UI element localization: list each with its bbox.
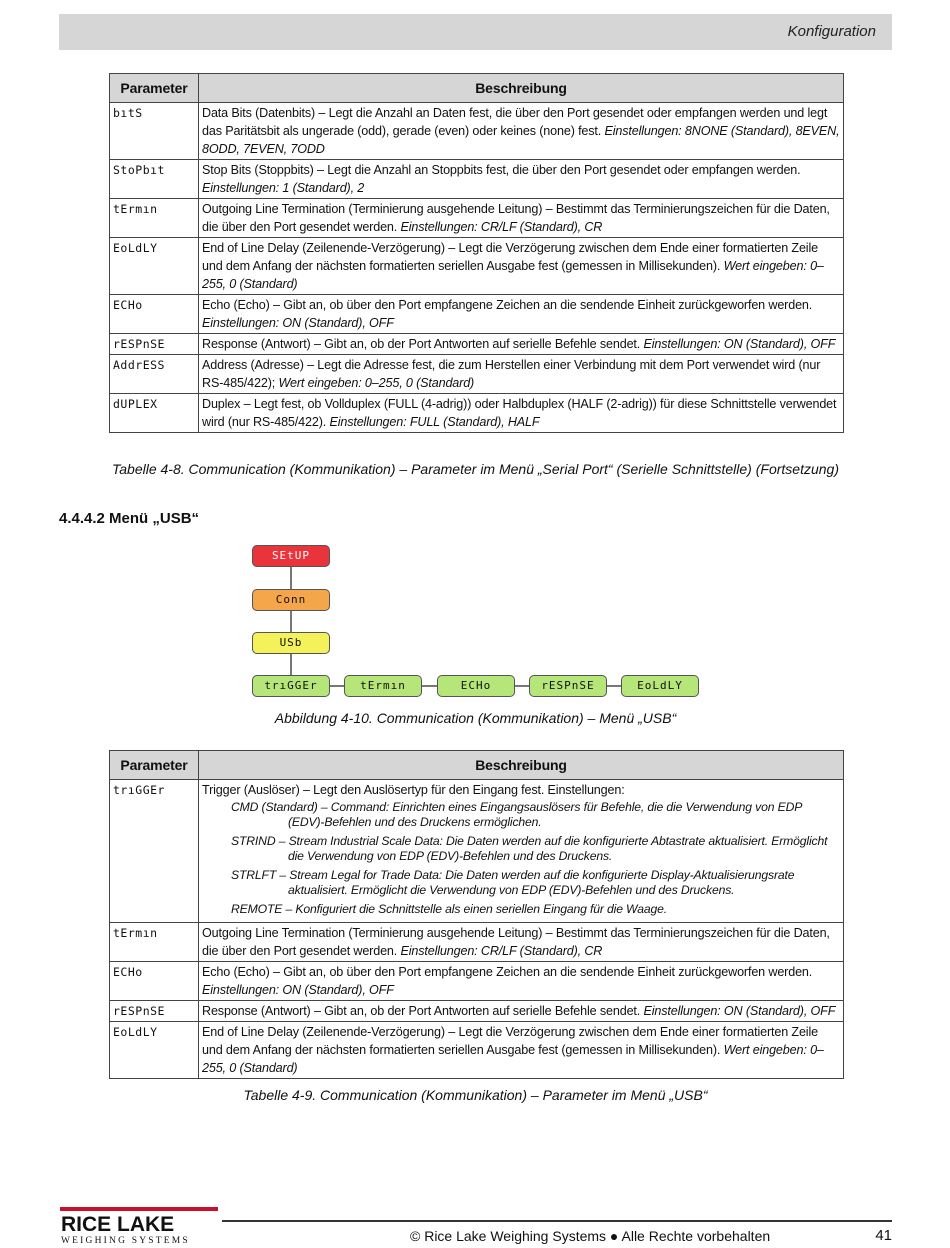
param-code: rESPnSE bbox=[110, 334, 199, 355]
table-row bbox=[110, 394, 844, 433]
table-row bbox=[110, 199, 844, 238]
param-description bbox=[199, 923, 844, 962]
parameter-table-usb bbox=[109, 750, 844, 1079]
table-header-row bbox=[110, 74, 844, 103]
connector-line bbox=[290, 566, 292, 590]
param-description bbox=[199, 334, 844, 355]
trigger-intro: Trigger (Auslöser) – Legt den Auslösertyp für den Eingang fest. Einstellungen: bbox=[202, 783, 625, 797]
param-description bbox=[199, 394, 844, 433]
description-text: Outgoing Line Termination (Terminierung ausgehende Leitung) – Bestimmt das Terminierungszeichen für die Daten, die über den Port gesendet werden. bbox=[202, 926, 830, 958]
connector-line bbox=[290, 652, 292, 676]
table-row bbox=[110, 923, 844, 962]
menu-node-termin: tErmın bbox=[344, 675, 422, 697]
footer-rule bbox=[222, 1220, 892, 1222]
header-bar bbox=[59, 14, 892, 50]
settings-label: Einstellungen: bbox=[202, 983, 280, 997]
settings-values: ON (Standard), OFF bbox=[723, 1004, 836, 1018]
table-row bbox=[110, 238, 844, 295]
description-text: Echo (Echo) – Gibt an, ob über den Port empfangene Zeichen an die sendende Einheit zurückgeworfen werden. bbox=[202, 965, 813, 979]
param-description bbox=[199, 238, 844, 295]
table-row bbox=[110, 1022, 844, 1079]
param-description bbox=[199, 1001, 844, 1022]
description-text: End of Line Delay (Zeilenende-Verzögerung) – Legt die Verzögerung zwischen dem Ende einer formatierten Zeile und dem Anfang der nächsten formatierten seriellen Ausgabe fest (gemessen in Millisekunden). bbox=[202, 241, 818, 273]
param-description bbox=[199, 160, 844, 199]
menu-node-trigger: trıGGEr bbox=[252, 675, 330, 697]
trigger-option: CMD (Standard) – Command: Einrichten eines Eingangsauslösers für Befehle, die die Verwendung von EDP (EDV)-Befehlen und des Druckens ermöglichen. bbox=[231, 800, 802, 829]
page-number: 41 bbox=[875, 1227, 892, 1244]
settings-values: ON (Standard), OFF bbox=[282, 983, 394, 997]
param-description bbox=[199, 355, 844, 394]
menu-node-conn: Conn bbox=[252, 589, 330, 611]
param-code: AddrESS bbox=[110, 355, 199, 394]
settings-values: CR/LF (Standard), CR bbox=[480, 944, 603, 958]
param-code: StoPbıt bbox=[110, 160, 199, 199]
settings-label: Einstellungen: bbox=[400, 944, 478, 958]
param-code: EoLdLY bbox=[110, 238, 199, 295]
settings-label: Wert eingeben: bbox=[723, 259, 807, 273]
description-text: Stop Bits (Stoppbits) – Legt die Anzahl an Stoppbits fest, die über den Port gesendet oder empfangen werden. bbox=[202, 163, 801, 177]
table-header-row bbox=[110, 751, 844, 780]
description-text: Data Bits (Datenbits) – Legt die Anzahl an Daten fest, die über den Port gesendet oder empfangen werden und legt das Paritätsbit als ungerade (odd), gerade (even) oder keines (none) fest. bbox=[202, 106, 828, 138]
settings-label: Einstellungen: bbox=[604, 124, 682, 138]
table-row bbox=[110, 103, 844, 160]
column-header-description: Beschreibung bbox=[199, 751, 844, 780]
param-description bbox=[199, 962, 844, 1001]
table-row bbox=[110, 160, 844, 199]
description-text: End of Line Delay (Zeilenende-Verzögerung) – Legt die Verzögerung zwischen dem Ende einer formatierten Zeile und dem Anfang der nächsten formatierten seriellen Ausgabe fest (gemessen in Millisekunden). bbox=[202, 1025, 818, 1057]
trigger-option: STRIND – Stream Industrial Scale Data: Die Daten werden auf die konfigurierte Abtastrate aktualisiert. Ermöglicht die Verwendung von EDP (EDV)-Befehlen und des Druckens. bbox=[231, 834, 828, 863]
param-description bbox=[199, 1022, 844, 1079]
settings-label: Einstellungen: bbox=[643, 1004, 721, 1018]
table-row bbox=[110, 334, 844, 355]
description-text: Response (Antwort) – Gibt an, ob der Port Antworten auf serielle Befehle sendet. bbox=[202, 337, 641, 351]
settings-label: Einstellungen: bbox=[329, 415, 407, 429]
table-row bbox=[110, 1001, 844, 1022]
param-description bbox=[199, 295, 844, 334]
table-row bbox=[110, 780, 844, 923]
param-description bbox=[199, 780, 844, 923]
param-code: ECHo bbox=[110, 295, 199, 334]
description-text: Response (Antwort) – Gibt an, ob der Port Antworten auf serielle Befehle sendet. bbox=[202, 1004, 641, 1018]
settings-values: 0–255, 0 (Standard) bbox=[202, 1043, 824, 1075]
settings-label: Wert eingeben: bbox=[278, 376, 362, 390]
column-header-parameter: Parameter bbox=[110, 751, 199, 780]
settings-values: 0–255, 0 (Standard) bbox=[364, 376, 475, 390]
settings-values: CR/LF (Standard), CR bbox=[480, 220, 603, 234]
settings-values: 8NONE (Standard), 8EVEN, 8ODD, 7EVEN, 7ODD bbox=[202, 124, 840, 156]
section-heading: 4.4.4.2 Menü „USB“ bbox=[59, 510, 200, 527]
settings-values: 1 (Standard), 2 bbox=[282, 181, 365, 195]
settings-values: ON (Standard), OFF bbox=[723, 337, 836, 351]
param-code: dUPLEX bbox=[110, 394, 199, 433]
footer-copyright: © Rice Lake Weighing Systems ● Alle Rechte vorbehalten bbox=[410, 1228, 771, 1244]
settings-label: Einstellungen: bbox=[202, 181, 280, 195]
svg-text:WEIGHING SYSTEMS: WEIGHING SYSTEMS bbox=[61, 1236, 190, 1245]
figure-caption-4-10: Abbildung 4-10. Communication (Kommunikation) – Menü „USB“ bbox=[274, 710, 677, 726]
table-caption-4-9: Tabelle 4-9. Communication (Kommunikation) – Parameter im Menü „USB“ bbox=[243, 1087, 708, 1103]
column-header-description: Beschreibung bbox=[199, 74, 844, 103]
rice-lake-logo bbox=[60, 1207, 218, 1245]
param-code: bıtS bbox=[110, 103, 199, 160]
param-code: ECHo bbox=[110, 962, 199, 1001]
svg-text:RICE LAKE: RICE LAKE bbox=[61, 1213, 175, 1236]
description-text: Echo (Echo) – Gibt an, ob über den Port empfangene Zeichen an die sendende Einheit zurückgeworfen werden. bbox=[202, 298, 813, 312]
param-code: tErmın bbox=[110, 923, 199, 962]
settings-label: Wert eingeben: bbox=[723, 1043, 807, 1057]
parameter-table-serial bbox=[109, 73, 844, 433]
param-code: rESPnSE bbox=[110, 1001, 199, 1022]
description-text: Address (Adresse) – Legt die Adresse fest, die zum Herstellen einer Verbindung mit dem Port verwendet wird (nur RS-485/422); bbox=[202, 358, 821, 390]
menu-node-usb: USb bbox=[252, 632, 330, 654]
menu-node-setup: SEtUP bbox=[252, 545, 330, 567]
header-title: Konfiguration bbox=[787, 23, 876, 40]
connector-line bbox=[290, 610, 292, 632]
settings-values: ON (Standard), OFF bbox=[282, 316, 394, 330]
menu-node-echo: ECHo bbox=[437, 675, 515, 697]
table-row bbox=[110, 962, 844, 1001]
param-code: tErmın bbox=[110, 199, 199, 238]
param-code: trıGGEr bbox=[110, 780, 199, 923]
settings-values: 0–255, 0 (Standard) bbox=[202, 259, 824, 291]
settings-label: Einstellungen: bbox=[643, 337, 721, 351]
trigger-option: REMOTE – Konfiguriert die Schnittstelle als einen seriellen Eingang für die Waage. bbox=[231, 902, 667, 916]
table-caption-4-8: Tabelle 4-8. Communication (Kommunikation) – Parameter im Menü „Serial Port“ (Serielle Schnittstelle) (Fortsetzung) bbox=[112, 461, 839, 477]
menu-node-response: rESPnSE bbox=[529, 675, 607, 697]
table-row bbox=[110, 295, 844, 334]
param-code: EoLdLY bbox=[110, 1022, 199, 1079]
column-header-parameter: Parameter bbox=[110, 74, 199, 103]
description-text: Outgoing Line Termination (Terminierung ausgehende Leitung) – Bestimmt das Terminierungszeichen für die Daten, die über den Port gesendet werden. bbox=[202, 202, 830, 234]
settings-values: FULL (Standard), HALF bbox=[409, 415, 540, 429]
param-description bbox=[199, 103, 844, 160]
settings-label: Einstellungen: bbox=[400, 220, 478, 234]
menu-node-eoldly: EoLdLY bbox=[621, 675, 699, 697]
param-description bbox=[199, 199, 844, 238]
description-text: Duplex – Legt fest, ob Vollduplex (FULL (4-adrig)) oder Halbduplex (HALF (2-adrig)) für diese Schnittstelle verwendet wird (nur RS-485/422). bbox=[202, 397, 837, 429]
table-row bbox=[110, 355, 844, 394]
settings-label: Einstellungen: bbox=[202, 316, 280, 330]
trigger-option: STRLFT – Stream Legal for Trade Data: Die Daten werden auf die konfigurierte Display-Aktualisierungsrate aktualisiert. Ermöglicht die Verwendung von EDP (EDV)-Befehlen und des Druckens. bbox=[231, 868, 795, 897]
